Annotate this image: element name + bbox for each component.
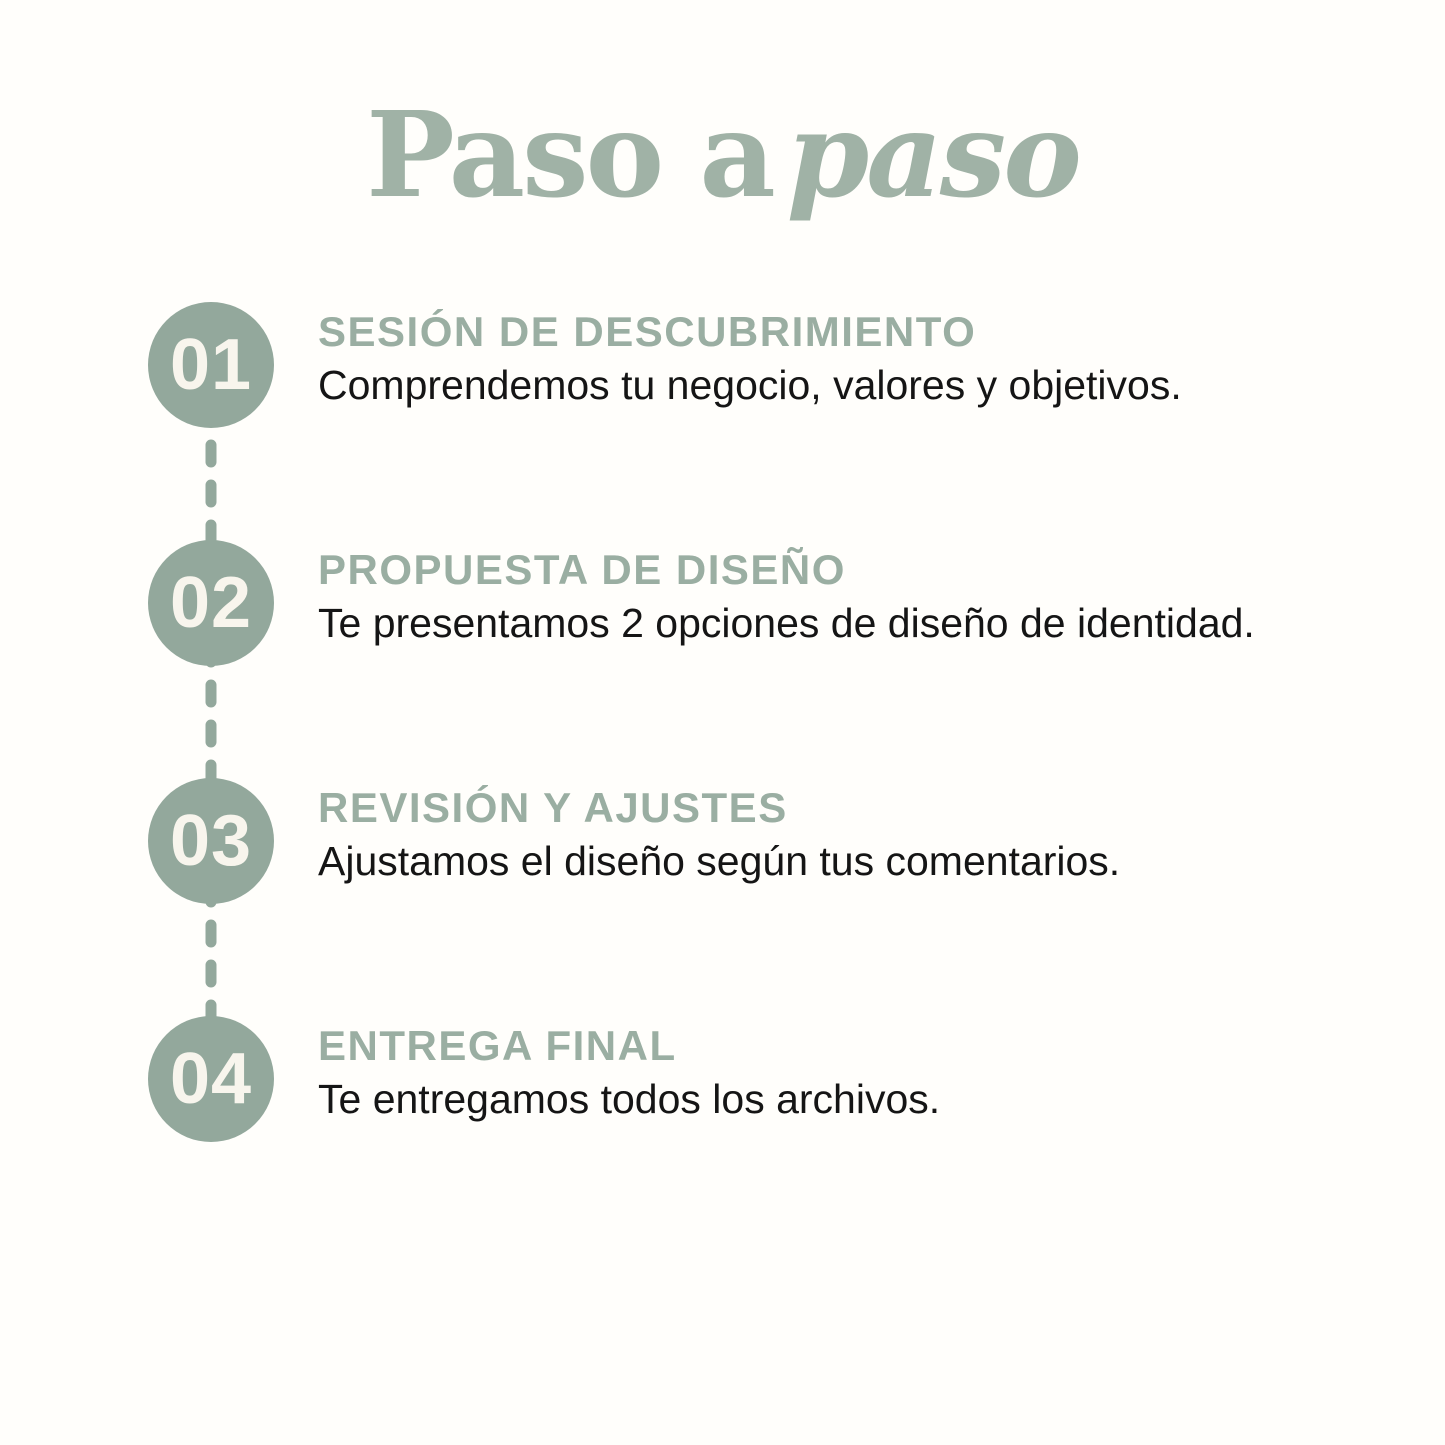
step-description: Te entregamos todos los archivos. — [318, 1076, 941, 1123]
step-number: 03 — [169, 801, 253, 881]
step-text-block — [318, 1023, 1358, 1124]
step-number-badge — [148, 1016, 274, 1142]
step-description: Ajustamos el diseño según tus comentarios. — [318, 838, 1121, 885]
step-description: Comprendemos tu negocio, valores y objetivos. — [318, 362, 1182, 409]
step-number-badge — [148, 302, 274, 428]
page-title-italic: paso — [786, 85, 1079, 224]
step-number: 02 — [169, 563, 253, 643]
step-number-badge — [148, 540, 274, 666]
step-heading: ENTREGA FINAL — [318, 1022, 677, 1069]
page-title-regular: Paso a — [366, 85, 773, 224]
step-number: 04 — [169, 1039, 253, 1119]
step-heading: REVISIÓN Y AJUSTES — [318, 784, 788, 831]
step-number: 01 — [169, 325, 253, 405]
step-text-block — [318, 785, 1358, 886]
timeline-dashed-connector — [205, 365, 217, 1079]
step-heading: PROPUESTA DE DISEÑO — [318, 546, 846, 593]
step-number-badge — [148, 778, 274, 904]
page-title — [0, 84, 1445, 226]
step-text-block — [318, 547, 1358, 648]
step-heading: SESIÓN DE DESCUBRIMIENTO — [318, 308, 977, 355]
step-description: Te presentamos 2 opciones de diseño de identidad. — [318, 600, 1255, 647]
step-text-block — [318, 309, 1358, 410]
